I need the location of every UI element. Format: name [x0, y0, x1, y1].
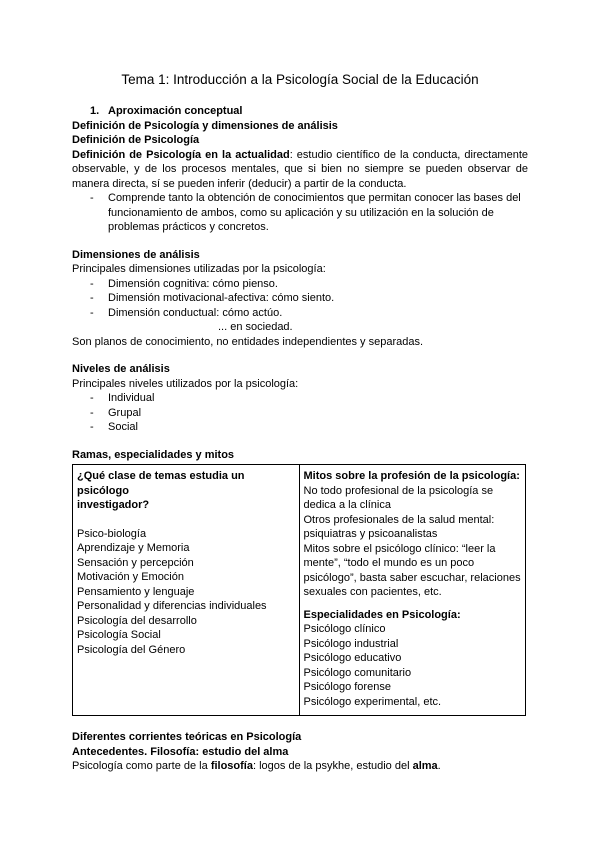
corrientes-text-1: Psicología como parte de la — [72, 760, 211, 772]
corrientes-heading: Diferentes corrientes teóricas en Psicología — [72, 731, 302, 743]
list-item: Psicólogo educativo — [303, 652, 402, 664]
corrientes-subheading: Antecedentes. Filosofía: estudio del alma — [72, 745, 289, 758]
especialidades-heading: Especialidades en Psicología: — [303, 608, 461, 621]
heading-def: Definición de Psicología — [72, 134, 200, 146]
list-item: Psico-biología — [77, 527, 147, 540]
list-item: Psicología Social — [77, 629, 161, 641]
heading-def-dims: Definición de Psicología y dimensiones de análisis — [72, 119, 338, 132]
list-item: Pensamiento y lenguaje — [77, 585, 195, 598]
dimensiones-note: Son planos de conocimiento, no entidades independientes y separadas. — [72, 335, 424, 348]
section-title: Aproximación conceptual — [108, 105, 243, 117]
list-item: - Dimensión conductual: cómo actúo. — [72, 306, 528, 321]
section-number: 1. — [90, 105, 100, 117]
list-item: Otros profesionales de la salud mental: psiquiatras y psicoanalistas — [303, 513, 495, 540]
niveles-heading: Niveles de análisis — [72, 363, 170, 375]
list-item: Psicólogo forense — [303, 681, 391, 693]
list-item: Aprendizaje y Memoria — [77, 542, 190, 554]
list-item: Psicólogo experimental, etc. — [303, 695, 442, 708]
dimensiones-list — [72, 277, 528, 321]
dimensiones-intro: Principales dimensiones utilizadas por la psicología: — [72, 263, 326, 275]
definition-list — [72, 191, 528, 235]
list-item: Psicólogo industrial — [303, 637, 399, 650]
definition-label: Definición de Psicología en la actualidad — [72, 148, 290, 161]
corrientes-bold-2: alma — [412, 760, 438, 772]
list-item: - Dimensión cognitiva: cómo pienso. — [72, 277, 528, 292]
page-title: Tema 1: Introducción a la Psicología Social de la Educación — [121, 72, 479, 87]
dimensiones-extra: ... en sociedad. — [218, 321, 293, 333]
list-item: - Dimensión motivacional-afectiva: cómo siento. — [72, 291, 528, 306]
left-heading-cont: investigador? — [77, 499, 150, 511]
corrientes-paragraph — [72, 759, 528, 774]
table-cell-right — [299, 465, 526, 716]
list-item: Psicólogo comunitario — [303, 666, 412, 679]
niveles-list — [72, 391, 528, 435]
list-item: - Social — [72, 420, 528, 435]
list-item: - Comprende tanto la obtención de conocimientos que permitan conocer las bases del funcionamiento de ambos, como su aplicación y su utilización en la solución de problemas prácticos y concretos. — [72, 191, 528, 235]
list-item: Motivación y Emoción — [77, 571, 184, 583]
list-item: - Grupal — [72, 406, 528, 421]
list-item: Psicología del desarrollo — [77, 614, 197, 627]
ramas-heading: Ramas, especialidades y mitos — [72, 448, 235, 461]
list-item: Psicólogo clínico — [303, 623, 386, 635]
list-item: Psicología del Género — [77, 643, 186, 656]
list-item: - Individual — [72, 391, 528, 406]
corrientes-bold-1: filosofía — [210, 760, 253, 772]
section-heading — [90, 104, 528, 119]
list-item: Mitos sobre el psicólogo clínico: “leer la mente”, “todo el mundo es un poco psicólogo”, basta saber escuchar, relaciones sexuales con pacientes, etc. — [303, 542, 521, 598]
corrientes-text-2: : logos de la psykhe, estudio del — [252, 760, 413, 772]
corrientes-text-3: . — [437, 760, 441, 772]
left-heading: ¿Qué clase de temas estudia un psicólogo — [77, 470, 245, 497]
definition-paragraph — [72, 148, 528, 192]
table-cell-left — [73, 465, 300, 716]
ramas-table — [72, 464, 526, 716]
dimensiones-heading: Dimensiones de análisis — [72, 248, 200, 261]
right-heading: Mitos sobre la profesión de la psicología: — [303, 470, 520, 482]
definition-text: : estudio científico de la conducta, directamente observable, y de los procesos mentales, que si bien no siempre se pueden observar de manera directa, sí se pueden inferir (deducir) a partir de la conducta. — [72, 148, 529, 190]
list-item: No todo profesional de la psicología se dedica a la clínica — [303, 484, 494, 511]
list-item: Personalidad y diferencias individuales — [77, 600, 267, 612]
list-item: Sensación y percepción — [77, 556, 194, 569]
document-body — [72, 104, 528, 774]
niveles-intro: Principales niveles utilizados por la psicología: — [72, 377, 299, 390]
